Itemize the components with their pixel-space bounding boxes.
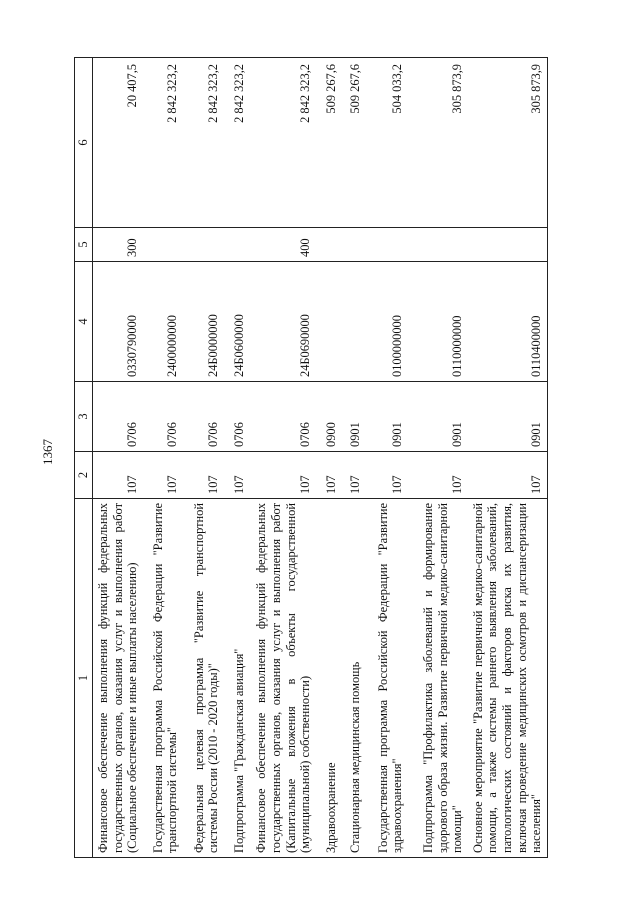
table-header-row (75, 58, 93, 858)
target-article-cell: 0110400000 (468, 262, 547, 382)
section-code-cell: 0706 (143, 382, 183, 452)
table-row (316, 58, 342, 858)
amount-cell: 305 873,9 (408, 58, 468, 228)
table-row (250, 58, 316, 858)
admin-code-cell: 107 (143, 452, 183, 499)
row-name-cell: Стационарная медицинская помощь (342, 499, 366, 858)
admin-code-cell: 107 (250, 452, 316, 499)
target-article-cell: 0100000000 (366, 262, 408, 382)
table-row (183, 58, 224, 858)
budget-table (74, 58, 593, 858)
amount-cell: 20 407,5 (93, 58, 143, 228)
amount-cell: 2 842 323,2 (224, 58, 250, 228)
row-name-cell: Подпрограмма "Гражданская авиация" (224, 499, 250, 858)
expense-type-cell: 400 (250, 228, 316, 262)
row-name-cell: Финансовое обеспечение выполнения функций федеральных государственных органов, оказания услуг и выполнения работ (Капитальные вложения в объекты государственной (муниципальной) собственности) (250, 499, 316, 858)
column-header-6: 6 (75, 58, 93, 228)
column-header-3: 3 (75, 382, 93, 452)
target-article-cell: 2400000000 (143, 262, 183, 382)
amount-cell: 504 033,2 (366, 58, 408, 228)
expense-type-cell (408, 228, 468, 262)
expense-type-cell (366, 228, 408, 262)
section-code-cell: 0901 (366, 382, 408, 452)
section-code-cell: 0901 (408, 382, 468, 452)
row-name-cell: Государственная программа Российской Федерации "Развитие транспортной системы" (143, 499, 183, 858)
section-code-cell: 0901 (342, 382, 366, 452)
expense-type-cell (316, 228, 342, 262)
column-header-5: 5 (75, 228, 93, 262)
table-row (93, 58, 143, 858)
page-number: 1367 (40, 439, 55, 465)
amount-cell: 2 842 323,2 (183, 58, 224, 228)
table-row (342, 58, 366, 858)
amount-cell: 2 842 323,2 (250, 58, 316, 228)
section-code-cell: 0901 (468, 382, 547, 452)
expense-type-cell (468, 228, 547, 262)
target-article-cell: 24Б0600000 (224, 262, 250, 382)
section-code-cell: 0706 (224, 382, 250, 452)
section-code-cell: 0706 (93, 382, 143, 452)
admin-code-cell: 107 (468, 452, 547, 499)
row-name-cell: Федеральная целевая программа "Развитие транспортной системы России (2010 - 2020 годы)" (183, 499, 224, 858)
admin-code-cell: 107 (408, 452, 468, 499)
row-name-cell: Государственная программа Российской Федерации "Развитие здравоохранения" (366, 499, 408, 858)
admin-code-cell: 107 (224, 452, 250, 499)
expense-type-cell (224, 228, 250, 262)
amount-cell: 2 842 323,2 (143, 58, 183, 228)
row-name-cell: Основное мероприятие "Развитие первичной медико-санитарной помощи, а также системы раннего выявления заболеваний, патологических состояний и факторов риска их развития, включая проведение медицинских осмотров и диспансеризации населения" (468, 499, 547, 858)
expense-type-cell: 300 (93, 228, 143, 262)
column-header-4: 4 (75, 262, 93, 382)
amount-cell: 509 267,6 (342, 58, 366, 228)
section-code-cell: 0706 (183, 382, 224, 452)
admin-code-cell: 107 (93, 452, 143, 499)
target-article-cell: 24Б0000000 (183, 262, 224, 382)
admin-code-cell: 107 (342, 452, 366, 499)
table-row (143, 58, 183, 858)
row-name-cell: Финансовое обеспечение выполнения функций федеральных государственных органов, оказания услуг и выполнения работ (Социальное обеспечение и иные выплаты населению) (93, 499, 143, 858)
row-name-cell: Здравоохранение (316, 499, 342, 858)
row-name-cell: Подпрограмма "Профилактика заболеваний и формирование здорового образа жизни. Развитие первичной медико-санитарной помощи" (408, 499, 468, 858)
target-article-cell (342, 262, 366, 382)
section-code-cell: 0900 (316, 382, 342, 452)
expense-type-cell (342, 228, 366, 262)
amount-cell: 509 267,6 (316, 58, 342, 228)
admin-code-cell: 107 (316, 452, 342, 499)
expense-type-cell (183, 228, 224, 262)
admin-code-cell: 107 (183, 452, 224, 499)
table-row (468, 58, 547, 858)
column-header-2: 2 (75, 452, 93, 499)
admin-code-cell: 107 (366, 452, 408, 499)
table-row (408, 58, 468, 858)
target-article-cell: 0110000000 (408, 262, 468, 382)
target-article-cell (316, 262, 342, 382)
target-article-cell: 0330790000 (93, 262, 143, 382)
table-row (366, 58, 408, 858)
amount-cell: 305 873,9 (468, 58, 547, 228)
column-header-1: 1 (75, 499, 93, 858)
table-row (224, 58, 250, 858)
target-article-cell: 24Б0690000 (250, 262, 316, 382)
expense-type-cell (143, 228, 183, 262)
section-code-cell: 0706 (250, 382, 316, 452)
